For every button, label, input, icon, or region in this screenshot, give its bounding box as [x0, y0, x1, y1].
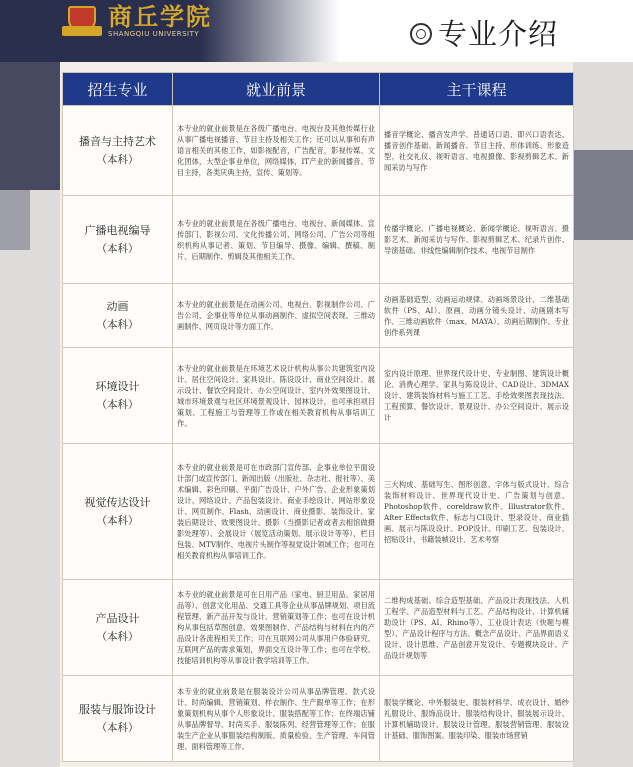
table-row [63, 444, 574, 580]
major-name: 广播电视编导 [84, 223, 151, 237]
majors-table [62, 72, 574, 762]
courses-cell: 动画基础造型、动画运动规律、动画场景设计、二维基础软件（PS、AI）、原画、动画分镜头设计、动画剧本写作、三维动画软件（max、MAYA）、动画后期制作、专业创作系列课 [380, 284, 574, 348]
major-name: 动画 [106, 299, 129, 313]
double-circle-icon [410, 23, 432, 45]
major-name: 播音与主持艺术 [79, 134, 156, 148]
major-level: （本科） [96, 242, 139, 255]
major-cell [63, 106, 173, 196]
major-cell [63, 676, 173, 762]
page-title-text: 专业介绍 [438, 17, 559, 51]
logo-name-en: SHANGQIU UNIVERSITY [108, 30, 200, 38]
prospect-cell: 本专业的就业前景是在环境艺术设计机构从事公共建筑室内设计、居住空间设计、家具设计、陈设设计、商业空间设计、展示设计、餐饮空间设计、办公空间设计、室内外效果图设计、城市环境景观与社区环境景观设计、园林设计，也可承担项目策划、工程施工与管理等工作或在相关教育机构从事培训工作。 [173, 348, 380, 444]
prospect-cell: 本专业的就业前景是可在日用产品（家电、厨卫用品、家居用品等）、创意文化用品、交通工具等企业从事品牌规划、项目流程管理、新产品开发与设计、营销策划等工作；也可在设计机构从事包括草图创意、效果图制作、产品结构与材料在内的产品设计各流程相关工作；可在互联网公司从事用户体验研究、互联网产品的需求策划，界面交互设计等工作；也可在学校、技能培训机构等从事设计教学培训等工作。 [173, 580, 380, 676]
header-courses: 主干课程 [380, 73, 574, 106]
major-cell [63, 348, 173, 444]
major-level: （本科） [96, 153, 139, 166]
prospect-cell: 本专业的就业前景是可在市政部门宣传部、企事业单位平面设计部门或宣传部门、新闻出版（出版社、杂志社、报社等）、美术编辑、彩色印刷、平面广告设计、户外广告、企业形象策划设计、网络设计、产品包装设计、商业手绘设计、网站形象设计、网页制作、Flash、动画设计、商业摄影、装饰设计、家装后期设计、效果图设计、摄影（当摄影记者或者去相馆做摄影处理等）、会展设计（展览活动策划、展示设计等等），栏目包装、MTV制作、电视片头制作等视觉设计领域工作；也可在相关教育机构从事培训工作。 [173, 444, 380, 580]
major-cell [63, 444, 173, 580]
header-prospect: 就业前景 [173, 73, 380, 106]
logo-name-cn: 商丘学院 [108, 2, 212, 31]
courses-cell: 室内设计原理、世界现代设计史、专业制图、建筑设计概论、消费心理学、家具与陈设设计、CAD设计、3DMAX设计、建筑装饰材料与施工工艺、手绘效果图表现技法、工程预算、餐饮设计、景观设计、办公空间设计、展示设计 [380, 348, 574, 444]
courses-cell: 传播学概论、广播电视概论、新闻学概论、视听语言、摄影艺术、新闻采访与写作、影视剪辑艺术、纪录片创作、导演基础、非线性编辑制作技术、电视节目制作 [380, 196, 574, 284]
prospect-cell: 本专业的就业前景是在各级广播电台、电视台及其他传媒行业从事广播电视播音、节目主持及相关工作；还可以从事和有声语言相关的其他工作，如影视配音，广告配音，影视传媒、文化团体，大型企事业单位，网络媒体，IT产业的新闻播音、节目主持，各类庆典主持，宣传、策划等。 [173, 106, 380, 196]
major-level: （本科） [96, 318, 139, 331]
major-level: （本科） [96, 398, 139, 411]
table-row [63, 676, 574, 762]
courses-cell: 二维构成基础、综合造型基础、产品设计表现技法、人机工程学、产品造型材料与工艺、产品结构设计、计算机辅助设计（PS、AI、Rhino等）、工业设计表达（快题与模型）、产品设计程序与方法、概念产品设计、产品界面语义设计、设计思维、产品创意开发设计、专题模块设计、产品设计规划等 [380, 580, 574, 676]
table-row [63, 284, 574, 348]
university-logo [62, 4, 212, 38]
courses-cell: 播音学概论、播音发声学、普通话口语、即兴口语表达、播音创作基础、新闻播音、节目主持、形体训练、形象造型、社交礼仪、视听语言、电视摄像、影视剪辑艺术、新闻采访与写作 [380, 106, 574, 196]
courses-cell: 服装学概论、中外服装史、服装材料学、成衣设计、婚纱礼服设计、服饰品设计、服装结构设计、服装展示设计、计算机辅助设计、服装设计管理、服装营销管理、服装设计基础、服饰图案、服装印染、服装市场营销 [380, 676, 574, 762]
major-level: （本科） [96, 514, 139, 527]
prospect-cell: 本专业的就业前景是在动画公司、电视台、影视制作公司、广告公司、企事业等单位从事动画制作、虚拟空间表现、三维动画制作、网页设计等方面工作。 [173, 284, 380, 348]
table-row [63, 580, 574, 676]
crest-icon [62, 4, 102, 38]
header [0, 0, 633, 62]
page-title [410, 12, 558, 53]
major-level: （本科） [96, 630, 139, 643]
major-level: （本科） [96, 721, 139, 734]
bg-shape-left-mid [0, 190, 30, 250]
major-cell [63, 284, 173, 348]
table-row [63, 348, 574, 444]
table-row [63, 196, 574, 284]
prospect-cell: 本专业的就业前景是在各级广播电台、电视台、新闻媒体、宣传部门、影视公司、文化传播公司、网络公司、广告公司等组织机构从事记者、策划、节目编导、摄像、编辑、撰稿、制片、后期制作、剪辑及其他相关工作。 [173, 196, 380, 284]
major-name: 环境设计 [95, 379, 140, 393]
bg-shape-right-mid [573, 150, 633, 240]
header-major: 招生专业 [63, 73, 173, 106]
prospect-cell: 本专业的就业前景是在服装设计公司从事品牌管理、款式设计、时尚编辑、营销策划、样衣制作、生产跟单等工作；在形象策划机构从事个人形象设计、服装搭配等工作；在终端店铺从事品牌督导、时尚买手、服装陈列、经营管理等工作；在服装生产企业从事服装结构制版、质量检验、生产管理、车间管理、面料管理等工作。 [173, 676, 380, 762]
major-name: 产品设计 [95, 611, 140, 625]
table-row [63, 106, 574, 196]
major-cell [63, 196, 173, 284]
courses-cell: 三大构成、基础写生、图形创意、字体与版式设计、综合装饰材料设计、世界现代设计史、广告策划与创意、Photoshop软件、coreldraw软件、Illustrator软件、After Effects软件、标志与CI设计、型录设计、商业插画、展示与陈设设计、POP设计、印刷工艺、包装设计、招贴设计、书籍装帧设计、艺术考察 [380, 444, 574, 580]
table-header-row [63, 73, 574, 106]
major-cell [63, 580, 173, 676]
major-name: 视觉传达设计 [84, 495, 151, 509]
major-name: 服装与服饰设计 [79, 702, 156, 716]
